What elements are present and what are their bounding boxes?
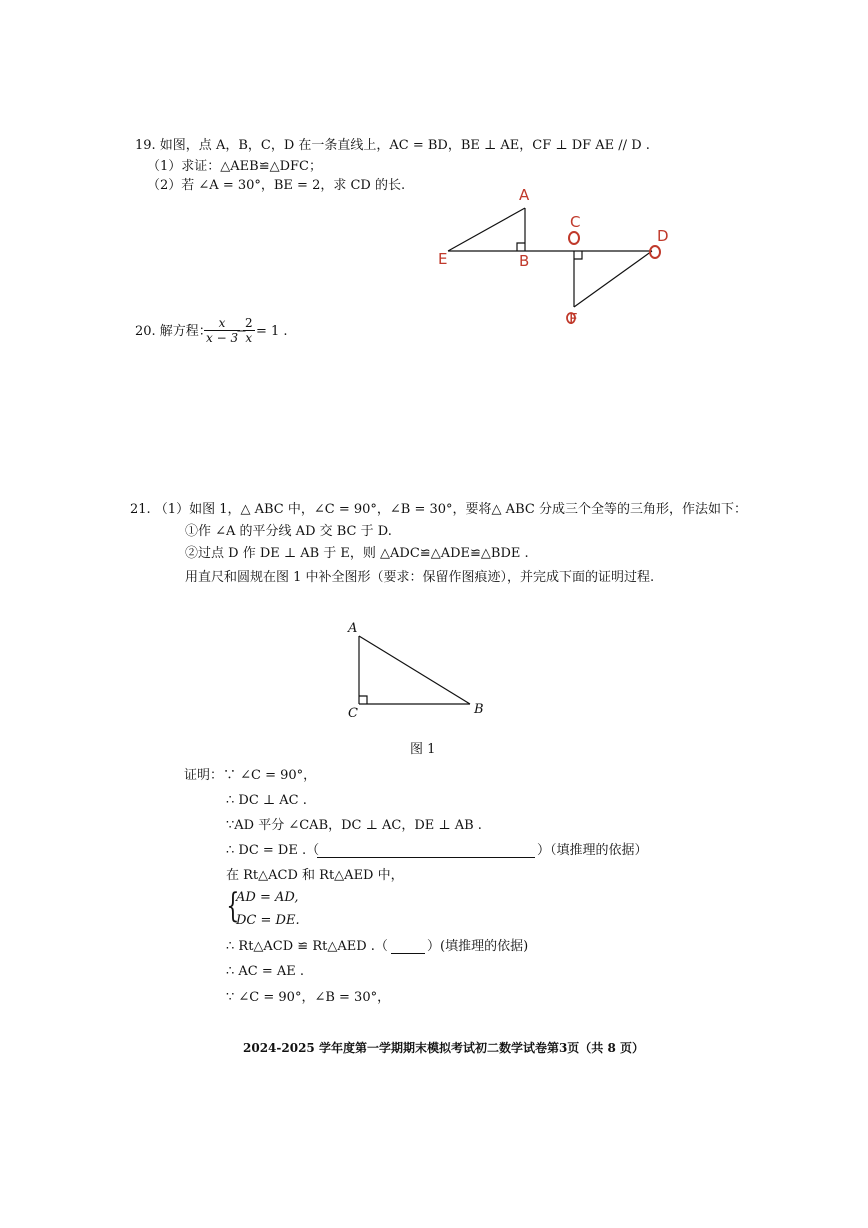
q19-label-b: B — [519, 252, 530, 270]
q20-frac1-numerator: x — [204, 316, 240, 331]
q19-stem: 19. 如图，点 A，B，C，D 在一条直线上，AC = BD，BE ⊥ AE，CF ⊥ DF AE // D . — [135, 138, 650, 153]
q19-label-e: E — [438, 250, 448, 268]
q20-fraction-1 — [204, 316, 240, 345]
q19-part2: （2）若 ∠A = 30°，BE = 2，求 CD 的长. — [147, 178, 406, 193]
q19-figure — [448, 208, 652, 307]
q19-mark-c — [569, 232, 579, 244]
q21-figure — [359, 636, 470, 704]
proof-line-2: ∴ DC ⊥ AC . — [226, 793, 307, 808]
q21-label-b: B — [474, 702, 484, 717]
proof-line-9: ∴ AC = AE . — [226, 964, 305, 979]
q19-handwritten-labels — [438, 186, 669, 328]
q20-frac2-denominator: x — [245, 331, 253, 345]
q19-part1: （1）求证：△AEB≌△DFC； — [147, 159, 322, 174]
q19-label-c: C — [570, 213, 581, 231]
proof-line-4b: ）（填推理的依据） — [537, 843, 648, 858]
q20-frac1-denominator: x − 3 — [206, 331, 239, 345]
q21-label-a: A — [348, 621, 358, 636]
proof-line-7: DC = DE. — [236, 913, 300, 928]
q21-line1: 21. （1）如图 1，△ ABC 中，∠C = 90°，∠B = 30°，要将△ ABC 分成三个全等的三角形，作法如下： — [130, 502, 747, 517]
q19-label-f: F — [569, 310, 578, 328]
q19-label-d: D — [657, 227, 669, 245]
proof-line-3: ∵AD 平分 ∠CAB，DC ⊥ AC，DE ⊥ AB . — [226, 818, 482, 833]
proof-line-4a: ∴ DC = DE .（ — [226, 843, 320, 858]
proof-line-5: 在 Rt△ACD 和 Rt△AED 中， — [226, 868, 404, 883]
proof-line-8a: ∴ Rt△ACD ≌ Rt△AED .（ — [226, 939, 388, 954]
q20-fraction-2 — [243, 316, 255, 345]
q20-label: 20. 解方程： — [135, 324, 212, 339]
proof-line-6: AD = AD, — [236, 890, 299, 905]
q20-frac2-numerator: 2 — [245, 316, 253, 330]
proof-blank-2[interactable] — [391, 952, 425, 954]
q21-figure-caption: 图 1 — [410, 742, 436, 757]
proof-blank-1[interactable] — [317, 856, 535, 858]
q19-label-a: A — [519, 186, 530, 204]
page-footer: 2024-2025 学年度第一学期期末模拟考试初二数学试卷第3页（共 8 页） — [243, 1041, 645, 1055]
q21-step2: ②过点 D 作 DE ⊥ AB 于 E，则 △ADC≌△ADE≌△BDE . — [185, 546, 529, 561]
q20-rhs: = 1 . — [256, 324, 288, 339]
proof-line-10: ∵ ∠C = 90°，∠B = 30°， — [226, 990, 391, 1005]
q21-step1: ①作 ∠A 的平分线 AD 交 BC 于 D. — [185, 524, 392, 539]
q21-instruction: 用直尺和圆规在图 1 中补全图形（要求：保留作图痕迹），并完成下面的证明过程. — [185, 570, 655, 585]
proof-line-1: 证明：∵ ∠C = 90°， — [184, 768, 317, 783]
proof-brace: { — [226, 886, 240, 926]
proof-line-8b: ）(填推理的依据) — [427, 939, 529, 954]
q20-minus: − — [236, 324, 247, 339]
q21-label-c: C — [348, 706, 358, 721]
